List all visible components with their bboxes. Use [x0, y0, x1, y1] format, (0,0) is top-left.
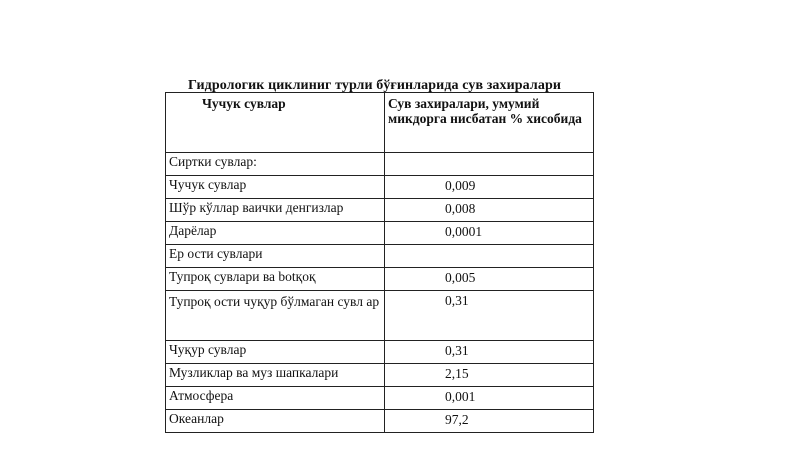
row-label: Шўр кўллар ваички денгизлар	[166, 199, 385, 222]
row-label: Тупроқ сувлари ва botқоқ	[166, 268, 385, 291]
row-value	[385, 153, 594, 176]
row-label: Океанлар	[166, 410, 385, 433]
row-label: Ер ости сувлари	[166, 245, 385, 268]
row-label: Атмосфера	[166, 387, 385, 410]
table-header-row	[166, 93, 594, 153]
row-value: 0,008	[385, 199, 594, 222]
row-value: 0,001	[385, 387, 594, 410]
row-value: 0,0001	[385, 222, 594, 245]
row-value: 0,005	[385, 268, 594, 291]
table-row	[166, 364, 594, 387]
table-row	[166, 291, 594, 341]
table-row	[166, 341, 594, 364]
row-label: Сиртки сувлар:	[166, 153, 385, 176]
row-label: Чучук сувлар	[166, 176, 385, 199]
document-title: Гидрологик циклиниг турли бўғинларида сув захиралари	[188, 78, 562, 93]
table-row	[166, 153, 594, 176]
table-row	[166, 387, 594, 410]
table-row	[166, 222, 594, 245]
table-row	[166, 268, 594, 291]
row-label: Тупроқ ости чуқур бўлмаган сувл ар	[166, 291, 385, 341]
column-header-freshwater: Чучук сувлар	[166, 93, 385, 153]
row-value: 2,15	[385, 364, 594, 387]
row-value: 0,009	[385, 176, 594, 199]
row-label: Музликлар ва муз шапкалари	[166, 364, 385, 387]
row-label: Чуқур сувлар	[166, 341, 385, 364]
row-value: 0,31	[385, 291, 594, 341]
row-value: 97,2	[385, 410, 594, 433]
table-row	[166, 176, 594, 199]
water-reserves-table	[165, 92, 594, 433]
row-value	[385, 245, 594, 268]
table-row	[166, 199, 594, 222]
row-label: Дарёлар	[166, 222, 385, 245]
table-row	[166, 410, 594, 433]
row-value: 0,31	[385, 341, 594, 364]
column-header-reserves-percent: Сув захиралари, умумий микдорга нисбатан % хисобида	[385, 93, 594, 153]
table-row	[166, 245, 594, 268]
